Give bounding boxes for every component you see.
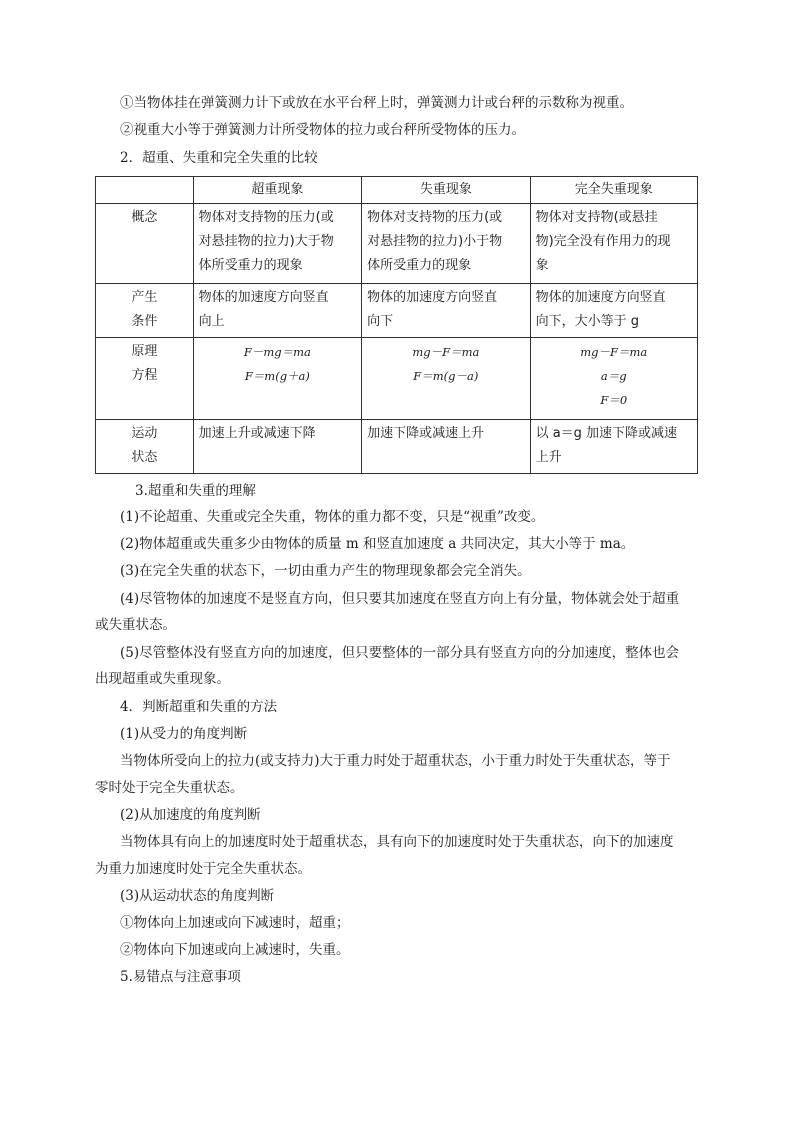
table-cell: 物体的加速度方向竖直 向下 (362, 284, 530, 338)
section-heading-methods: 4．判断超重和失重的方法 (120, 699, 278, 715)
paragraph-continuation: 零时处于完全失重状态。 (95, 780, 244, 796)
table-row (96, 204, 698, 284)
table-header-cell: 失重现象 (362, 177, 530, 204)
section-heading-comparison: 2．超重、失重和完全失重的比较 (120, 150, 318, 166)
table-cell: 物体对支持物的压力(或 对悬挂物的拉力)小于物 体所受重力的现象 (362, 204, 530, 284)
table-header-row (96, 177, 698, 204)
subheading: (1)从受力的角度判断 (120, 726, 248, 742)
equation-cell: F－mg＝ma F＝m(g＋a) (193, 338, 361, 420)
row-header-condition: 产生 条件 (96, 284, 194, 338)
row-header-concept: 概念 (96, 204, 194, 284)
paragraph: (5)尽管整体没有竖直方向的加速度，但只要整体的一部分具有竖直方向的分加速度，整体也会 (120, 645, 680, 661)
table-header-cell (96, 177, 194, 204)
paragraph-continuation: 出现超重或失重现象。 (95, 671, 230, 687)
row-header-motion: 运动 状态 (96, 420, 194, 474)
paragraph-apparent-weight-magnitude: ②视重大小等于弹簧测力计所受物体的拉力或台秤所受物体的压力。 (120, 122, 525, 138)
subheading: (2)从加速度的角度判断 (120, 807, 261, 823)
paragraph-continuation: 为重力加速度时处于完全失重状态。 (95, 861, 311, 877)
table-header-cell: 完全失重现象 (530, 177, 697, 204)
paragraph-apparent-weight-definition: ①当物体挂在弹簧测力计下或放在水平台秤上时，弹簧测力计或台秤的示数称为视重。 (120, 95, 633, 111)
table-cell: 物体的加速度方向竖直 向上 (193, 284, 361, 338)
paragraph: (1)不论超重、失重或完全失重，物体的重力都不变，只是“视重”改变。 (120, 509, 545, 525)
paragraph: (2)物体超重或失重多少由物体的质量 m 和竖直加速度 a 共同决定，其大小等于 ma。 (120, 536, 635, 552)
table-row (96, 338, 698, 420)
table-cell: 加速上升或减速下降 (193, 420, 361, 474)
subheading: (3)从运动状态的角度判断 (120, 888, 275, 904)
table-cell: 物体的加速度方向竖直 向下，大小等于 g (530, 284, 697, 338)
paragraph: ①物体向上加速或向下减速时，超重； (120, 915, 350, 931)
table-header-cell: 超重现象 (193, 177, 361, 204)
section-heading-pitfalls: 5.易错点与注意事项 (120, 969, 241, 985)
paragraph-continuation: 或失重状态。 (95, 617, 176, 633)
paragraph: 当物体具有向上的加速度时处于超重状态，具有向下的加速度时处于失重状态，向下的加速度 (120, 834, 674, 850)
paragraph: (3)在完全失重的状态下，一切由重力产生的物理现象都会完全消失。 (120, 563, 531, 579)
table-cell: 以 a＝g 加速下降或减速 上升 (530, 420, 697, 474)
table-cell: 物体对支持物(或悬挂 物)完全没有作用力的现 象 (530, 204, 697, 284)
paragraph: ②物体向下加速或向上减速时，失重。 (120, 942, 350, 958)
table-row (96, 284, 698, 338)
comparison-table (95, 176, 698, 474)
equation-cell: mg－F＝ma F＝m(g－a) (362, 338, 530, 420)
row-header-equation: 原理 方程 (96, 338, 194, 420)
equation-cell: mg－F＝ma a＝g F＝0 (530, 338, 697, 420)
table-cell: 加速下降或减速上升 (362, 420, 530, 474)
table-cell: 物体对支持物的压力(或 对悬挂物的拉力)大于物 体所受重力的现象 (193, 204, 361, 284)
paragraph: (4)尽管物体的加速度不是竖直方向，但只要其加速度在竖直方向上有分量，物体就会处于超重 (120, 591, 680, 607)
table-row (96, 420, 698, 474)
section-heading-understanding: 3.超重和失重的理解 (135, 483, 256, 499)
paragraph: 当物体所受向上的拉力(或支持力)大于重力时处于超重状态，小于重力时处于失重状态，等于 (120, 753, 671, 769)
